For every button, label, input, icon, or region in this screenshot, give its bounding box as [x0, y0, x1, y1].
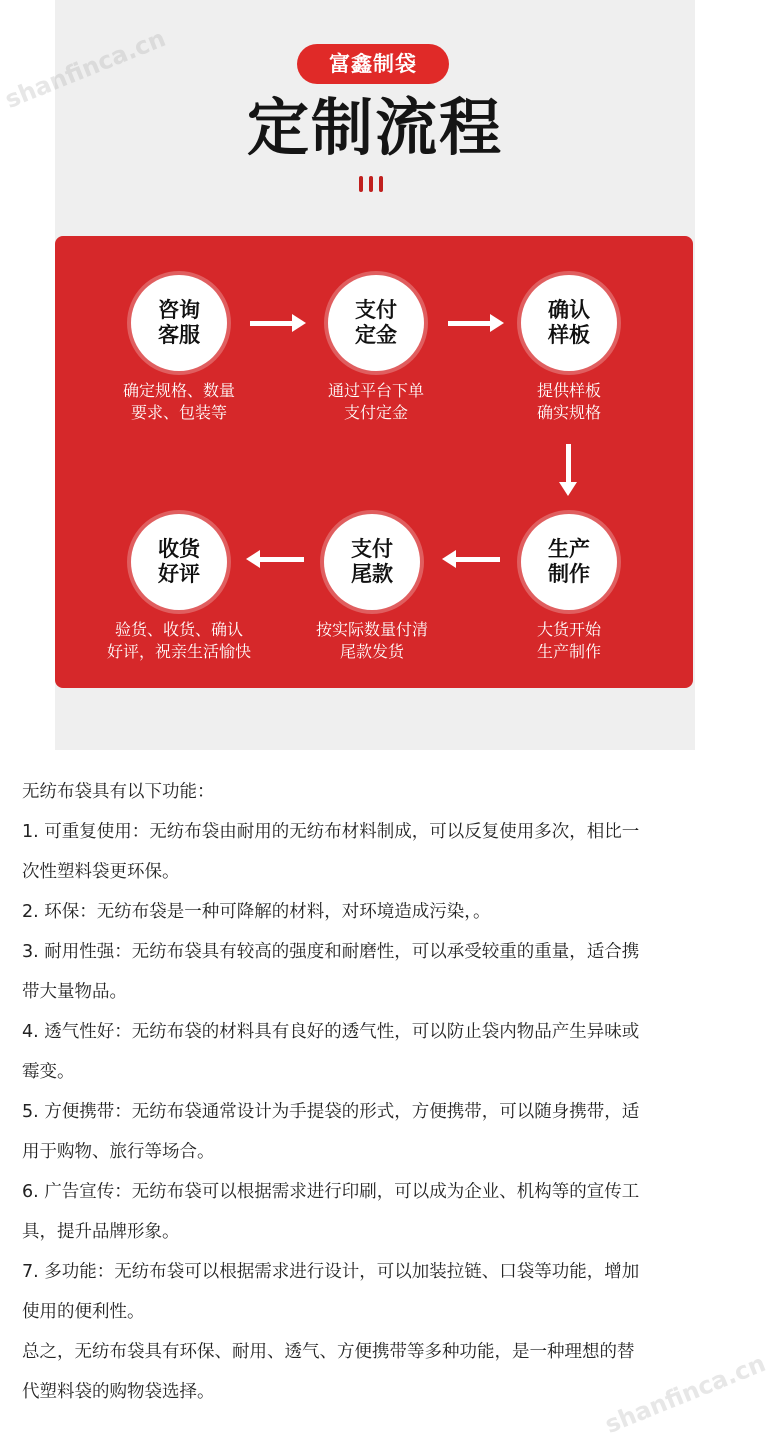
- text-line: 6. 广告宣传：无纺布袋可以根据需求进行印刷，可以成为企业、机构等的宣传工: [22, 1182, 640, 1202]
- text-line: 带大量物品。: [22, 982, 127, 1002]
- step-desc-sample: 提供样板 确实规格: [536, 381, 601, 422]
- step-circle-balance: 支付 尾款: [324, 514, 420, 610]
- page-title: 定制流程: [246, 91, 503, 164]
- text-line: 使用的便利性。: [22, 1302, 145, 1322]
- arrow-left-icon: [442, 552, 500, 568]
- step-circle-production: 生产 制作: [521, 514, 617, 610]
- step-circle-sample: 确认 样板: [521, 275, 617, 371]
- text-line: 次性塑料袋更环保。: [22, 862, 180, 882]
- step-circle-deposit: 支付 定金: [328, 275, 424, 371]
- text-line: 总之，无纺布袋具有环保、耐用、透气、方便携带等多种功能，是一种理想的替: [22, 1342, 635, 1362]
- text-line: 具，提升品牌形象。: [22, 1222, 180, 1242]
- step-circle-review: 收货 好评: [131, 514, 227, 610]
- text-line: 4. 透气性好：无纺布袋的材料具有良好的透气性，可以防止袋内物品产生异味或: [22, 1022, 640, 1042]
- text-line: 2. 环保：无纺布袋是一种可降解的材料，对环境造成污染，。: [22, 902, 491, 922]
- watermark: shanfinca.cn: [0, 24, 170, 114]
- step-desc-consult: 确定规格、数量 要求、包装等: [122, 381, 235, 422]
- arrow-left-icon: [246, 552, 304, 568]
- arrow-right-icon: [448, 316, 506, 332]
- text-line: 霉变。: [22, 1062, 75, 1082]
- divider-bars-icon: [359, 176, 389, 192]
- step-desc-balance: 按实际数量付清 尾款发货: [315, 620, 428, 661]
- step-desc-production: 大货开始 生产制作: [536, 620, 601, 661]
- intro-text: 无纺布袋具有以下功能：: [22, 782, 215, 802]
- text-line: 5. 方便携带：无纺布袋通常设计为手提袋的形式，方便携带，可以随身携带，适: [22, 1102, 640, 1122]
- step-circle-consult: 咨询 客服: [131, 275, 227, 371]
- feature-description: [22, 772, 732, 1412]
- text-line: 代塑料袋的购物袋选择。: [22, 1382, 215, 1402]
- text-line: 3. 耐用性强：无纺布袋具有较高的强度和耐磨性，可以承受较重的重量，适合携: [22, 942, 640, 962]
- text-line: 7. 多功能：无纺布袋可以根据需求进行设计，可以加装拉链、口袋等功能，增加: [22, 1262, 640, 1282]
- arrow-down-icon: [561, 444, 577, 498]
- watermark: shanfinca.cn: [600, 1349, 769, 1439]
- step-desc-deposit: 通过平台下单 支付定金: [327, 381, 424, 422]
- step-desc-review: 验货、收货、确认 好评，祝亲生活愉快: [106, 620, 251, 661]
- arrow-right-icon: [250, 316, 308, 332]
- brand-badge: 富鑫制袋: [297, 44, 449, 84]
- text-line: 1. 可重复使用：无纺布袋由耐用的无纺布材料制成，可以反复使用多次，相比一: [22, 822, 640, 842]
- text-line: 用于购物、旅行等场合。: [22, 1142, 215, 1162]
